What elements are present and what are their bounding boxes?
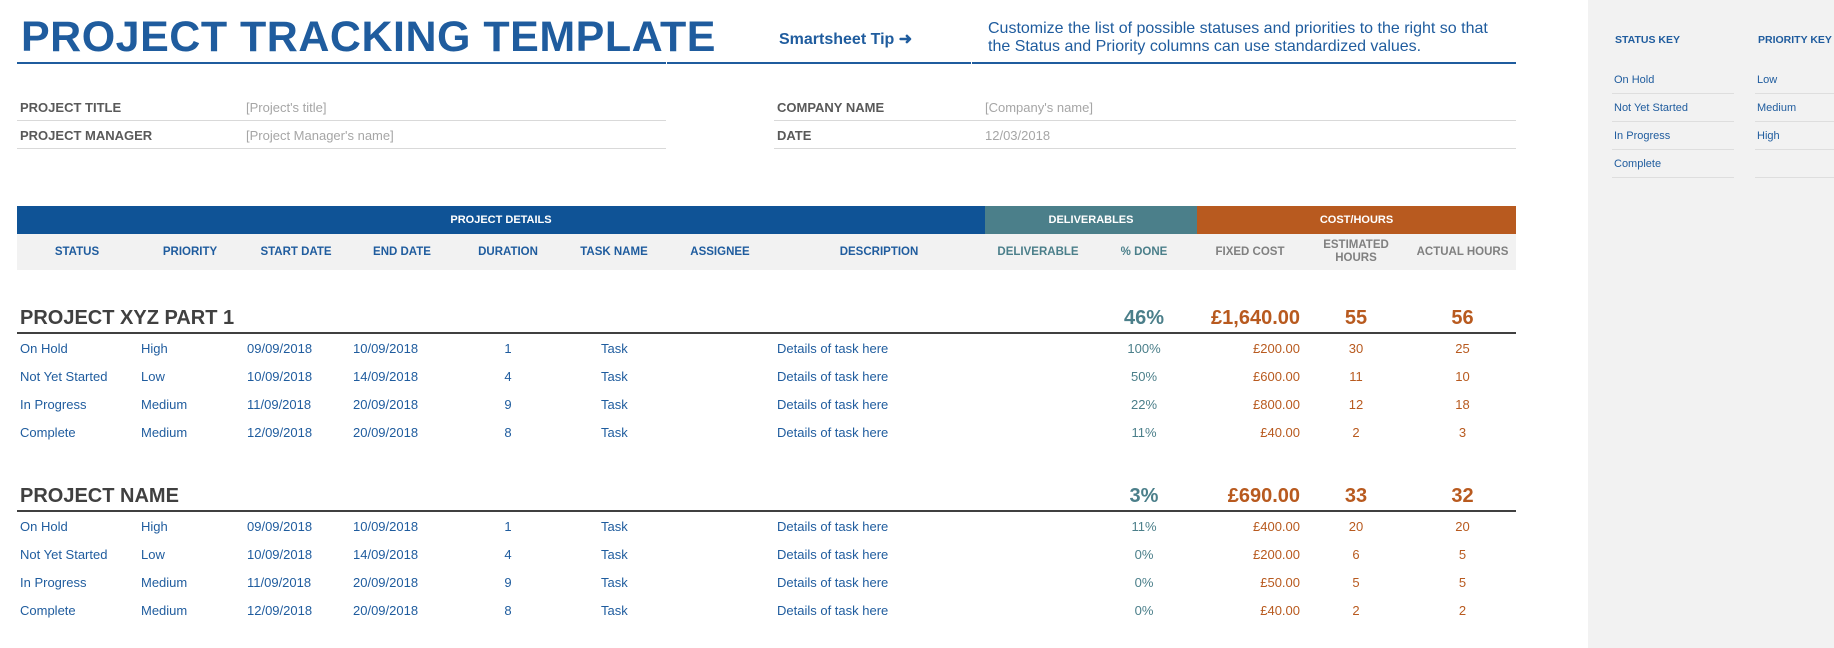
project-title-label: PROJECT TITLE [20,100,122,115]
group-title: PROJECT NAME [20,485,179,507]
cell-actual-hours[interactable]: 18 [1455,397,1470,412]
status-key-label: On Hold [1614,74,1655,86]
cell-end-date[interactable]: 20/09/2018 [353,425,419,440]
col-priority[interactable]: PRIORITY [162,245,218,258]
group-actual-hours: 32 [1451,485,1474,507]
cell-description[interactable]: Details of task here [777,603,889,618]
cell-task-name[interactable]: Task [601,519,628,534]
priority-key-label: Low [1757,74,1778,86]
cell-end-date[interactable]: 10/09/2018 [353,341,419,356]
cell-start-date[interactable]: 12/09/2018 [247,425,313,440]
cell-end-date[interactable]: 14/09/2018 [353,369,419,384]
cell-fixed-cost[interactable]: £200.00 [1253,341,1300,356]
cell-end-date[interactable]: 20/09/2018 [353,575,419,590]
project-manager-value[interactable]: [Project Manager's name] [246,128,394,143]
cell-start-date[interactable]: 09/09/2018 [247,519,313,534]
status-key-item[interactable] [1612,150,1734,178]
cell-fixed-cost[interactable]: £40.00 [1260,425,1300,440]
col-actual-hours[interactable]: ACTUAL HOURS [1416,245,1509,258]
cell-description[interactable]: Details of task here [777,547,889,562]
cell-status[interactable]: In Progress [20,397,87,412]
cell-pct-done[interactable]: 22% [1130,397,1158,412]
group-estimated-hours: 55 [1344,307,1368,329]
status-key-item[interactable] [1612,94,1734,122]
col-status[interactable]: STATUS [54,245,100,258]
date-row[interactable] [774,121,1516,149]
cell-actual-hours[interactable]: 2 [1458,603,1467,618]
cell-priority[interactable]: Medium [141,397,188,412]
status-key-item[interactable] [1612,66,1734,94]
deliverables-band: DELIVERABLES [985,206,1197,234]
cell-pct-done[interactable]: 11% [1131,425,1157,440]
cell-fixed-cost[interactable]: £40.00 [1260,603,1300,618]
cell-priority[interactable]: Medium [141,425,188,440]
status-key-label: Not Yet Started [1614,102,1688,114]
status-key-title: STATUS KEY [1615,34,1680,46]
date-value[interactable]: 12/03/2018 [985,128,1051,143]
cell-start-date[interactable]: 10/09/2018 [247,369,313,384]
cell-duration[interactable]: 8 [504,425,512,440]
cell-task-name[interactable]: Task [601,425,628,440]
cell-estimated-hours[interactable]: 30 [1348,341,1364,356]
cell-estimated-hours[interactable]: 5 [1352,575,1360,590]
priority-key-title: PRIORITY KEY [1758,34,1832,46]
cell-pct-done[interactable]: 0% [1134,603,1154,618]
cell-start-date[interactable]: 10/09/2018 [247,547,313,562]
cell-estimated-hours[interactable]: 20 [1348,519,1364,534]
cell-estimated-hours[interactable]: 6 [1352,547,1360,562]
group-fixed-cost: £1,640.00 [1211,307,1300,329]
smartsheet-tip-label: Smartsheet Tip ➜ [779,31,913,48]
cell-actual-hours[interactable]: 25 [1455,341,1470,356]
status-key-label: In Progress [1614,130,1671,142]
cell-status[interactable]: On Hold [20,519,68,534]
group-divider [17,510,1516,512]
company-name-row[interactable] [774,93,1516,121]
cell-estimated-hours[interactable]: 2 [1352,425,1360,440]
group-divider [17,332,1516,334]
cell-priority[interactable]: Medium [141,575,188,590]
col-fixed-cost[interactable]: FIXED COST [1215,245,1285,258]
col-estimated-hours-line1: ESTIMATED [1323,239,1389,251]
priority-key-item[interactable] [1755,94,1834,122]
main-sheet [17,0,1516,648]
project-title-value[interactable]: [Project's title] [246,100,327,115]
cell-start-date[interactable]: 11/09/2018 [247,575,312,590]
title-divider [17,62,1516,64]
col-deliverable[interactable]: DELIVERABLE [997,245,1079,258]
cell-status[interactable]: Complete [20,425,76,440]
date-label: DATE [777,128,812,143]
cell-task-name[interactable]: Task [601,575,628,590]
cell-pct-done[interactable]: 11% [1131,519,1157,534]
group-fixed-cost: £690.00 [1227,485,1300,507]
cell-duration[interactable]: 1 [504,519,512,534]
priority-key-item[interactable] [1755,150,1834,178]
group-actual-hours: 56 [1451,307,1474,329]
col-estimated-hours-line2: HOURS [1335,252,1377,264]
cell-priority[interactable]: Medium [141,603,188,618]
smartsheet-tip-text: Customize the list of possible statuses and priorities to the right so that the Status and Priority columns can use standardized values. [988,20,1488,55]
cell-estimated-hours[interactable]: 2 [1352,603,1360,618]
group-title: PROJECT XYZ PART 1 [20,307,235,329]
cell-duration[interactable]: 9 [504,397,512,412]
cell-task-name[interactable]: Task [601,397,628,412]
group-pct-done: 46% [1123,307,1165,329]
page-title: PROJECT TRACKING TEMPLATE [21,13,716,61]
cell-status[interactable]: Not Yet Started [20,369,108,384]
cell-task-name[interactable]: Task [601,341,628,356]
col-assignee[interactable]: ASSIGNEE [690,245,750,258]
cell-task-name[interactable]: Task [601,603,628,618]
cell-description[interactable]: Details of task here [777,519,889,534]
col-description[interactable]: DESCRIPTION [839,245,919,258]
cell-description[interactable]: Details of task here [777,575,889,590]
col-duration[interactable]: DURATION [478,245,538,258]
col-end-date[interactable]: END DATE [373,245,431,258]
title-divider-gap [971,62,972,65]
cell-end-date[interactable]: 20/09/2018 [353,397,419,412]
priority-key-item[interactable] [1755,122,1834,150]
col-task-name[interactable]: TASK NAME [580,245,648,258]
title-divider-gap [666,62,667,65]
cell-priority[interactable]: Low [141,547,165,562]
cell-priority[interactable]: High [141,519,168,534]
status-key-label: Complete [1614,158,1662,170]
cell-fixed-cost[interactable]: £600.00 [1253,369,1300,384]
cell-description[interactable]: Details of task here [777,397,889,412]
company-name-value[interactable]: [Company's name] [985,100,1093,115]
cell-description[interactable]: Details of task here [777,341,889,356]
cell-description[interactable]: Details of task here [777,369,889,384]
cell-end-date[interactable]: 10/09/2018 [353,519,419,534]
cell-actual-hours[interactable]: 20 [1455,519,1470,534]
cell-duration[interactable]: 9 [504,575,512,590]
cell-status[interactable]: Not Yet Started [20,547,108,562]
cell-duration[interactable]: 4 [504,547,512,562]
cell-actual-hours[interactable]: 5 [1458,547,1467,562]
cell-end-date[interactable]: 14/09/2018 [353,547,419,562]
key-panel [1588,0,1834,648]
company-name-label: COMPANY NAME [777,100,885,115]
col-pct-done[interactable]: % DONE [1120,245,1168,258]
cell-start-date[interactable]: 12/09/2018 [247,603,313,618]
cell-actual-hours[interactable]: 3 [1458,425,1467,440]
cell-description[interactable]: Details of task here [777,425,889,440]
cell-fixed-cost[interactable]: £800.00 [1253,397,1300,412]
cell-task-name[interactable]: Task [601,547,628,562]
cell-priority[interactable]: Low [141,369,165,384]
cell-start-date[interactable]: 09/09/2018 [247,341,313,356]
cell-task-name[interactable]: Task [601,369,628,384]
cell-fixed-cost[interactable]: £50.00 [1260,575,1300,590]
cost-hours-band: COST/HOURS [1197,206,1516,234]
col-start-date[interactable]: START DATE [260,245,332,258]
cell-end-date[interactable]: 20/09/2018 [353,603,419,618]
group-estimated-hours: 33 [1344,485,1368,507]
project-manager-label: PROJECT MANAGER [20,128,153,143]
cell-duration[interactable]: 1 [504,341,512,356]
cell-pct-done[interactable]: 0% [1134,575,1154,590]
cell-status[interactable]: Complete [20,603,76,618]
group-pct-done: 3% [1129,485,1159,507]
cell-pct-done[interactable]: 50% [1130,369,1158,384]
cell-actual-hours[interactable]: 10 [1455,369,1470,384]
cell-fixed-cost[interactable]: £400.00 [1253,519,1300,534]
cell-start-date[interactable]: 11/09/2018 [247,397,312,412]
col-estimated-hours[interactable] [1303,234,1409,270]
priority-key-label: Medium [1757,102,1797,114]
cell-pct-done[interactable]: 100% [1127,341,1161,356]
project-manager-row[interactable] [17,121,666,149]
cell-pct-done[interactable]: 0% [1134,547,1154,562]
cell-status[interactable]: In Progress [20,575,87,590]
cell-status[interactable]: On Hold [20,341,68,356]
priority-key-item[interactable] [1755,66,1834,94]
cell-duration[interactable]: 8 [504,603,512,618]
cell-fixed-cost[interactable]: £200.00 [1253,547,1300,562]
cell-duration[interactable]: 4 [504,369,512,384]
project-details-band: PROJECT DETAILS [17,206,985,234]
status-key-item[interactable] [1612,122,1734,150]
cell-estimated-hours[interactable]: 12 [1348,397,1364,412]
cell-actual-hours[interactable]: 5 [1458,575,1467,590]
cell-estimated-hours[interactable]: 11 [1349,369,1363,384]
priority-key-label: High [1757,130,1780,142]
project-title-row[interactable] [17,93,666,121]
column-header-row [17,234,1516,270]
cell-priority[interactable]: High [141,341,168,356]
